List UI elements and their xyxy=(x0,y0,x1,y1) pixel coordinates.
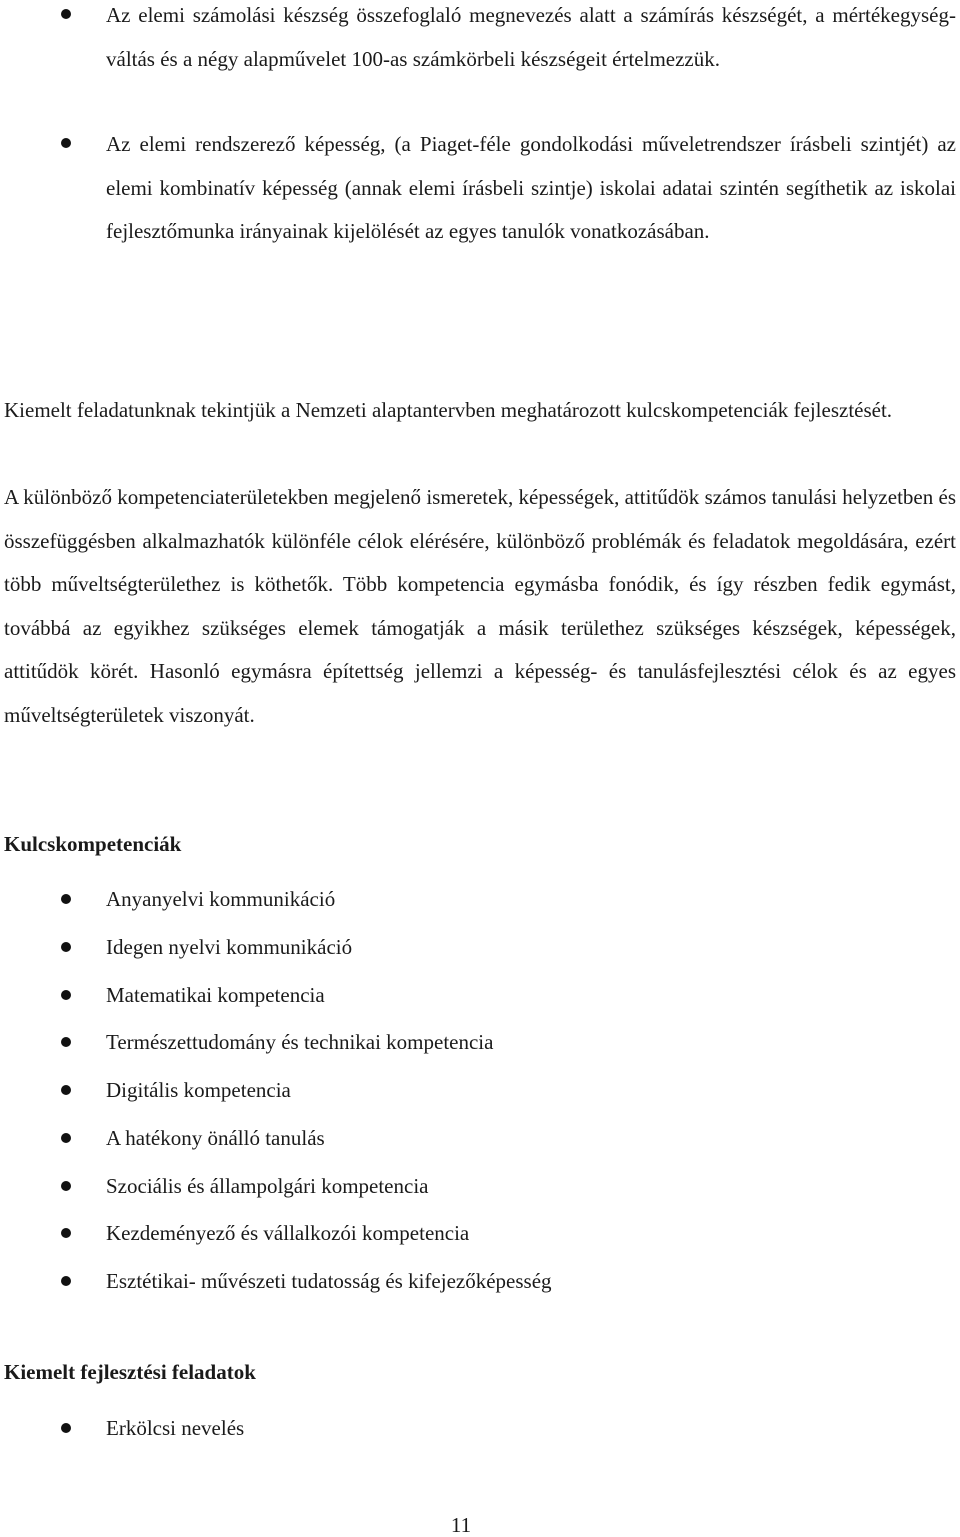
bullet-icon xyxy=(61,1423,71,1433)
intro-bullet-2 xyxy=(106,123,956,254)
bullet-icon xyxy=(61,1228,71,1238)
page-number: 11 xyxy=(450,1513,472,1537)
bullet-icon xyxy=(61,1037,71,1047)
list-item xyxy=(0,1123,960,1171)
heading-kulcskompetenciak: Kulcskompetenciák xyxy=(4,832,182,856)
bullet-icon xyxy=(61,9,71,19)
bullet-icon xyxy=(61,1085,71,1095)
paragraph-kulcskompetencia-intro: Kiemelt feladatunknak tekintjük a Nemzeti alaptantervben meghatározott kulcskompetenciák fejlesztését. xyxy=(4,398,893,422)
intro-bullet-text: Az elemi rendszerező képesség, (a Piaget-féle gondolkodási műveletrendszer írásbeli szintjét) az elemi kombinatív képesség (annak elemi írásbeli szintje) iskolai adatai szintén segíthetik az iskolai fejlesztőmunka irányainak kijelölését az egyes tanulók vonatkozásában. xyxy=(106,132,956,243)
bullet-icon xyxy=(61,1181,71,1191)
list-item-label: Idegen nyelvi kommunikáció xyxy=(106,934,353,959)
bullet-icon xyxy=(61,1133,71,1143)
list-item-label: A hatékony önálló tanulás xyxy=(106,1125,325,1150)
bullet-icon xyxy=(61,894,71,904)
list-item-label: Természettudomány és technikai kompetencia xyxy=(106,1030,494,1055)
list-item xyxy=(0,932,960,980)
kulcskompetencia-list xyxy=(0,884,960,1314)
list-item-label: Matematikai kompetencia xyxy=(106,982,325,1007)
list-item xyxy=(0,884,960,932)
list-item xyxy=(0,1075,960,1123)
list-item-label: Erkölcsi nevelés xyxy=(106,1416,245,1440)
list-item xyxy=(0,1218,960,1266)
list-item-label: Kezdeményező és vállalkozói kompetencia xyxy=(106,1221,470,1246)
list-item xyxy=(0,1266,960,1314)
list-item-label: Anyanyelvi kommunikáció xyxy=(106,887,336,911)
list-item xyxy=(0,1413,960,1461)
bullet-icon xyxy=(61,990,71,1000)
kiemelt-feladatok-list xyxy=(0,1413,960,1461)
bullet-icon xyxy=(61,942,71,952)
intro-bullet-1 xyxy=(106,0,956,81)
list-item-label: Esztétikai- művészeti tudatosság és kifejezőképesség xyxy=(106,1269,552,1293)
bullet-icon xyxy=(61,138,71,148)
paragraph-kompetenciaterulet: A különböző kompetenciaterületekben megjelenő ismeretek, képességek, attitűdök számos tanulási helyzetben és összefüggésben alkalmazhatók különféle célok elérésére, különböző problémák és feladatok megoldására, ezért több műveltségterülethez is köthetők. Több kompetencia egymásba fonódik, és így részben fedik egymást, továbbá az egyikhez szükséges elemek támogatják a másik területhez szükséges készségek, képességek, attitűdök körét. Hasonló egymásra építettség jellemzi a képesség- és tanulásfejlesztési célok és az egyes műveltségterületek viszonyát. xyxy=(4,485,956,727)
list-item-label: Szociális és állampolgári kompetencia xyxy=(106,1173,429,1198)
list-item xyxy=(0,980,960,1028)
bullet-icon xyxy=(61,1276,71,1286)
list-item xyxy=(0,1027,960,1075)
list-item xyxy=(0,1171,960,1219)
heading-kiemelt-fejlesztesi-feladatok: Kiemelt fejlesztési feladatok xyxy=(4,1360,256,1384)
intro-bullet-text: Az elemi számolási készség összefoglaló megnevezés alatt a számírás készségét, a mértékegység-váltás és a négy alapművelet 100-as számkörbeli készségeit értelmezzük. xyxy=(106,3,956,71)
list-item-label: Digitális kompetencia xyxy=(106,1078,291,1102)
